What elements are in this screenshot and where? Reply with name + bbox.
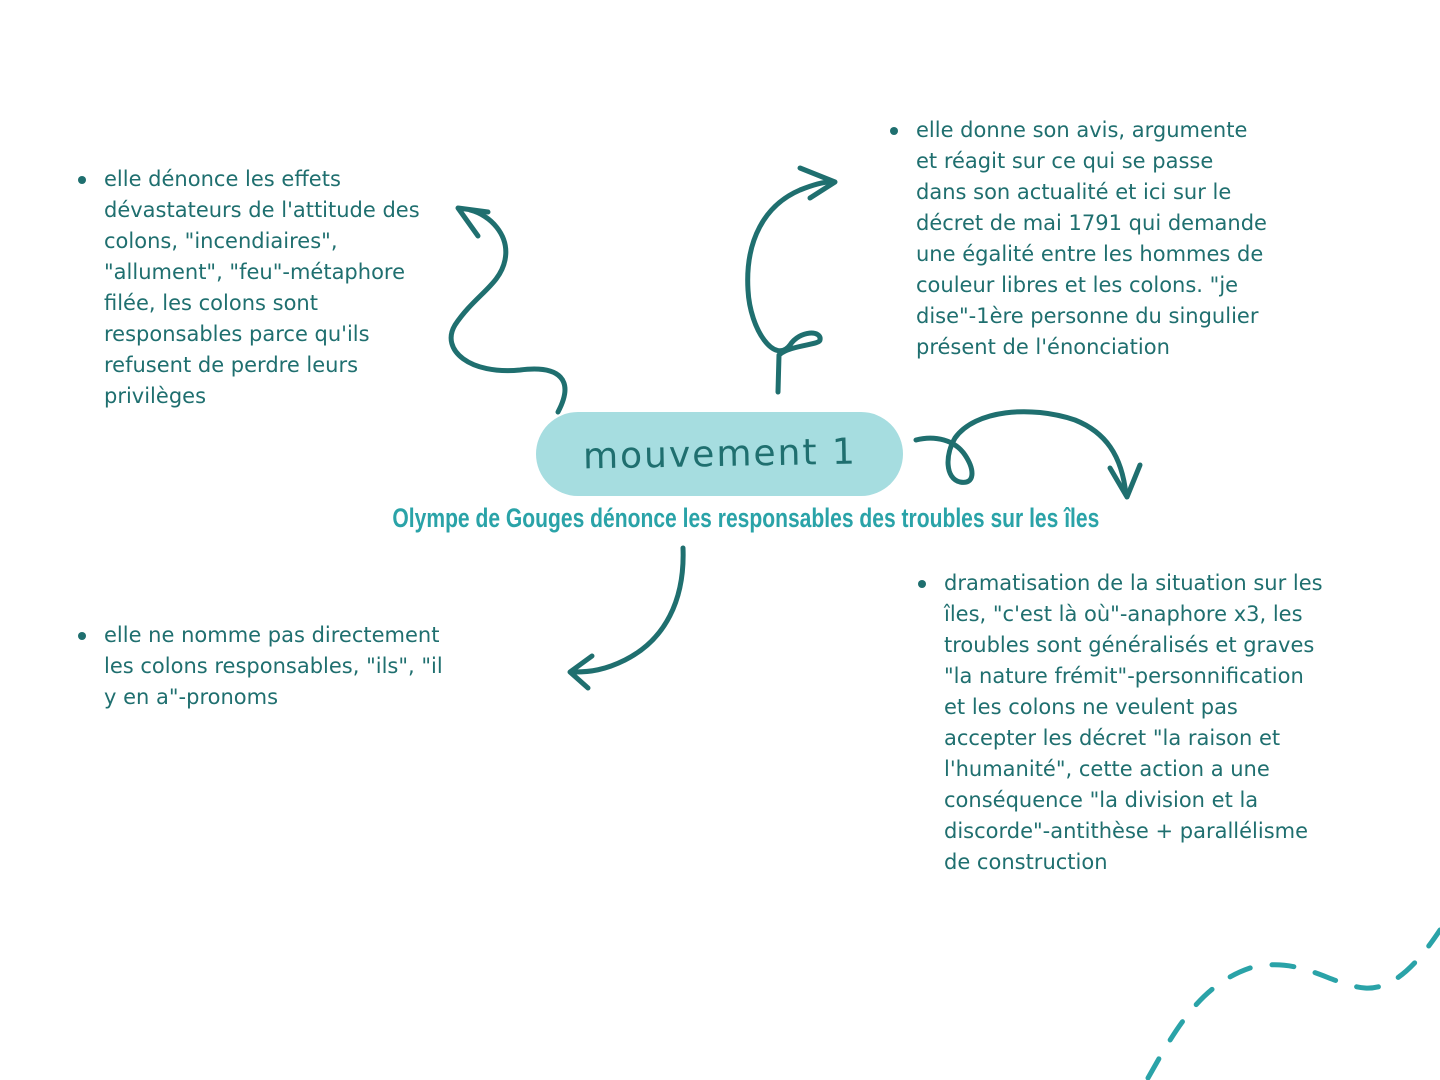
arrow-to-bottom-right-note — [916, 412, 1126, 495]
arrow-to-top-left-note — [451, 210, 565, 412]
arrow-to-top-right-note — [748, 182, 830, 392]
decorative-dashed-curve — [1148, 930, 1440, 1078]
note-bottom-right-text: dramatisation de la situation sur les îles, "c'est là où"-anaphore x3, les troubles sont généralisés et graves "la nature frémit"-personnification et les colons ne veulent pas accepter les décret "la raison et l'humanité", cette action a une conséquence "la division et la discorde"-antithèse + parallélisme de construction — [918, 568, 1328, 878]
note-top-right — [890, 115, 1270, 363]
note-top-left — [78, 164, 438, 412]
arrowhead-top-left — [458, 208, 488, 236]
central-topic-pill — [536, 412, 903, 496]
central-topic-label: mouvement 1 — [582, 431, 857, 477]
note-top-left-text: elle dénonce les effets dévastateurs de l'attitude des colons, "incendiaires", "allument", "feu"-métaphore filée, les colons sont responsables parce qu'ils refusent de perdre leurs privilèges — [78, 164, 438, 412]
note-bottom-left — [78, 620, 453, 713]
central-subtitle: Olympe de Gouges dénonce les responsables des troubles sur les îles — [392, 503, 1100, 533]
arrow-to-bottom-left-note — [575, 548, 683, 672]
note-bottom-right — [918, 568, 1328, 878]
note-bottom-left-text: elle ne nomme pas directement les colons responsables, "ils", "il y en a"-pronoms — [78, 620, 453, 713]
note-top-right-text: elle donne son avis, argumente et réagit sur ce qui se passe dans son actualité et ici sur le décret de mai 1791 qui demande une égalité entre les hommes de couleur libres et les colons. "je dise"-1ère personne du singulier présent de l'énonciation — [890, 115, 1270, 363]
